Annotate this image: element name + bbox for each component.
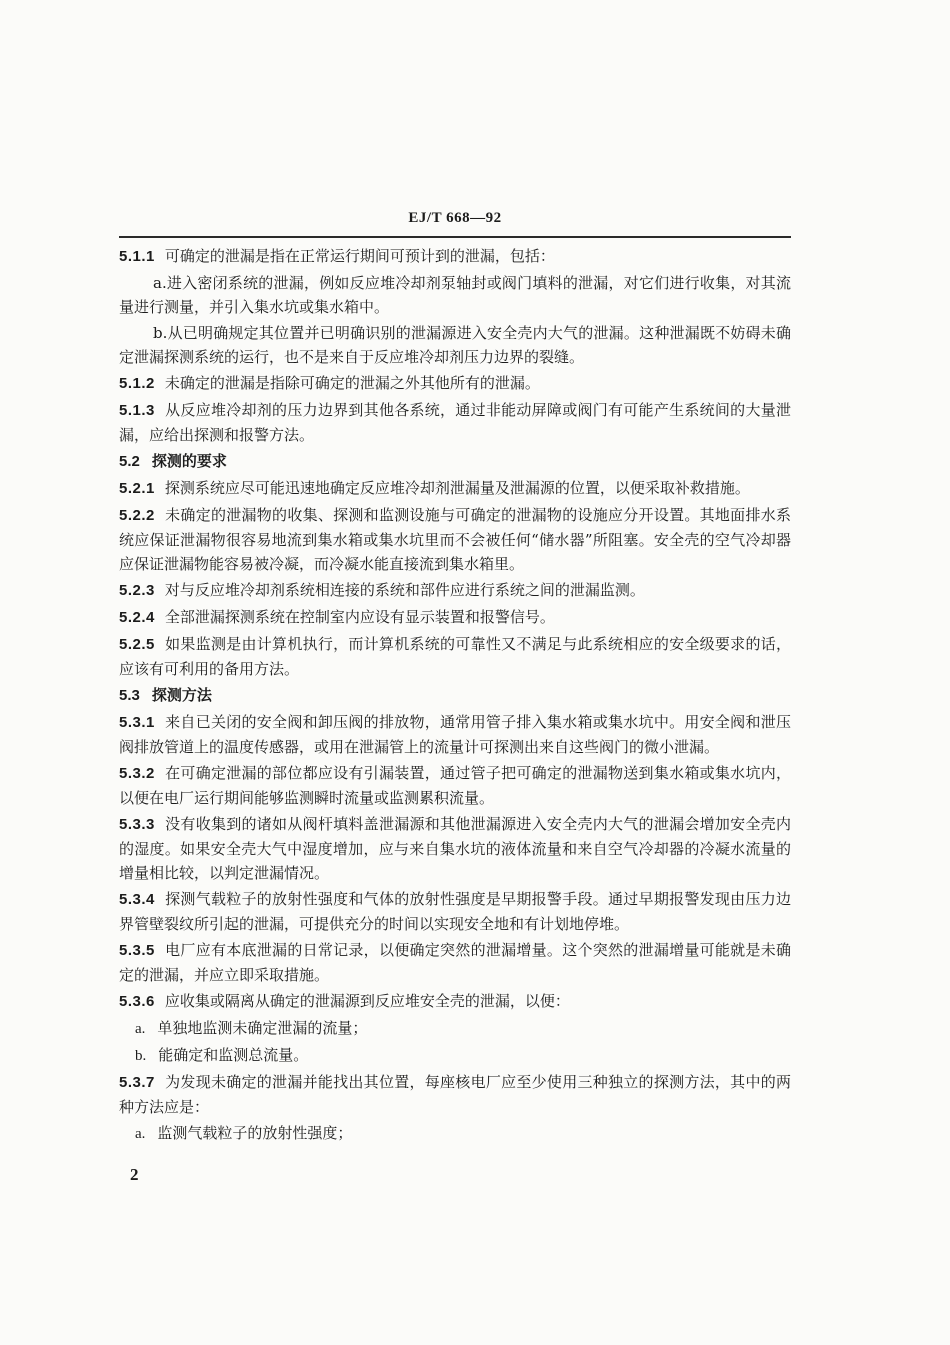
clause-text: 来自已关闭的安全阀和卸压阀的排放物，通常用管子排入集水箱或集水坑中。用安全阀和泄压阀排放管道上的温度传感器，或用在泄漏管上的流量计可探测出来自这些阀门的微小泄漏。	[119, 713, 791, 756]
list-item	[119, 1121, 791, 1146]
sub-clause-paragraph: a.进入密闭系统的泄漏，例如反应堆冷却剂泵轴封或阀门填料的泄漏，对它们进行收集，对其流量进行测量，并引入集水坑或集水箱中。	[119, 274, 791, 316]
list-item-text: 监测气载粒子的放射性强度；	[157, 1124, 353, 1142]
list-item	[119, 1043, 791, 1068]
list-item-text: 能确定和监测总流量。	[158, 1046, 309, 1064]
clause-paragraph	[119, 578, 791, 603]
clause-text: 探测系统应尽可能迅速地确定反应堆冷却剂泄漏量及泄漏源的位置，以便采取补救措施。	[164, 479, 750, 497]
section-title: 探测的要求	[151, 452, 227, 470]
clause-paragraph	[119, 710, 791, 759]
section-number: 5.2	[119, 453, 140, 470]
clause-paragraph	[119, 605, 791, 630]
clause-paragraph	[119, 938, 791, 987]
clause-paragraph	[119, 812, 791, 885]
clause-text: 为发现未确定的泄漏并能找出其位置，每座核电厂应至少使用三种独立的探测方法，其中的两种方法应是：	[119, 1073, 791, 1116]
section-title: 探测方法	[151, 686, 212, 704]
clause-paragraph	[119, 761, 791, 810]
clause-number: 5.2.4	[119, 609, 155, 626]
clause-number: 5.2.5	[119, 636, 155, 653]
clause-text: 没有收集到的诸如从阀杆填料盖泄漏源和其他泄漏源进入安全壳内大气的泄漏会增加安全壳内的湿度。如果安全壳大气中湿度增加，应与来自集水坑的液体流量和来自空气冷却器的冷凝水流量的增量相比较，以判定泄漏情况。	[119, 815, 791, 882]
document-body	[119, 244, 791, 1148]
clause-paragraph	[119, 503, 791, 576]
clause-number: 5.2.1	[119, 480, 155, 497]
clause-number: 5.3.1	[119, 714, 155, 731]
clause-text: 未确定的泄漏物的收集、探测和监测设施与可确定的泄漏物的设施应分开设置。其地面排水系统应保证泄漏物很容易地流到集水箱或集水坑里而不会被任何“储水器”所阻塞。安全壳的空气冷却器应保证泄漏物能容易被冷凝，而冷凝水能直接流到集水箱里。	[119, 506, 791, 573]
list-item-marker: a.	[135, 1021, 146, 1037]
clause-text: 探测气载粒子的放射性强度和气体的放射性强度是早期报警手段。通过早期报警发现由压力边界管壁裂纹所引起的泄漏，可提供充分的时间以实现安全地和有计划地停堆。	[119, 890, 791, 933]
clause-number: 5.3.4	[119, 891, 155, 908]
section-heading	[119, 683, 791, 708]
clause-paragraph	[119, 632, 791, 681]
standard-code-header: EJ/T 668—92	[408, 210, 502, 226]
clause-paragraph	[119, 371, 791, 396]
clause-number: 5.2.2	[119, 507, 155, 524]
page-number: 2	[130, 1165, 139, 1184]
clause-number: 5.3.2	[119, 765, 155, 782]
clause-paragraph	[119, 476, 791, 501]
clause-text: 可确定的泄漏是指在正常运行期间可预计到的泄漏，包括：	[164, 247, 555, 265]
clause-number: 5.2.3	[119, 582, 155, 599]
clause-text: 电厂应有本底泄漏的日常记录，以便确定突然的泄漏增量。这个突然的泄漏增量可能就是未确定的泄漏，并应立即采取措施。	[119, 941, 791, 984]
header-rule	[119, 236, 791, 238]
clause-number: 5.1.2	[119, 375, 155, 392]
section-number: 5.3	[119, 687, 140, 704]
clause-text: 应收集或隔离从确定的泄漏源到反应堆安全壳的泄漏，以便：	[164, 992, 570, 1010]
clause-number: 5.3.6	[119, 993, 155, 1010]
list-item-marker: b.	[135, 1048, 147, 1064]
clause-number: 5.1.3	[119, 402, 155, 419]
clause-paragraph	[119, 1070, 791, 1119]
clause-number: 5.3.3	[119, 816, 155, 833]
list-item	[119, 1016, 791, 1041]
clause-text: 从反应堆冷却剂的压力边界到其他各系统，通过非能动屏障或阀门有可能产生系统间的大量泄漏，应给出探测和报警方法。	[119, 401, 791, 444]
list-item-text: 单独地监测未确定泄漏的流量；	[157, 1019, 368, 1037]
clause-number: 5.3.5	[119, 942, 155, 959]
list-item-marker: a.	[135, 1126, 146, 1142]
clause-text: 在可确定泄漏的部位都应设有引漏装置，通过管子把可确定的泄漏物送到集水箱或集水坑内，以便在电厂运行期间能够监测瞬时流量或监测累积流量。	[119, 764, 791, 807]
section-heading	[119, 449, 791, 474]
sub-clause-paragraph: b.从已明确规定其位置并已明确识别的泄漏源进入安全壳内大气的泄漏。这种泄漏既不妨碍未确定泄漏探测系统的运行，也不是来自于反应堆冷却剂压力边界的裂缝。	[119, 324, 791, 366]
clause-number: 5.1.1	[119, 248, 155, 265]
clause-paragraph	[119, 887, 791, 936]
clause-number: 5.3.7	[119, 1074, 155, 1091]
clause-paragraph	[119, 398, 791, 447]
clause-paragraph	[119, 989, 791, 1014]
clause-text: 对与反应堆冷却剂系统相连接的系统和部件应进行系统之间的泄漏监测。	[164, 581, 645, 599]
clause-text: 未确定的泄漏是指除可确定的泄漏之外其他所有的泄漏。	[164, 374, 540, 392]
clause-text: 全部泄漏探测系统在控制室内应设有显示装置和报警信号。	[164, 608, 555, 626]
clause-text: 如果监测是由计算机执行，而计算机系统的可靠性又不满足与此系统相应的安全级要求的话，应该有可利用的备用方法。	[119, 635, 791, 678]
clause-paragraph	[119, 244, 791, 269]
